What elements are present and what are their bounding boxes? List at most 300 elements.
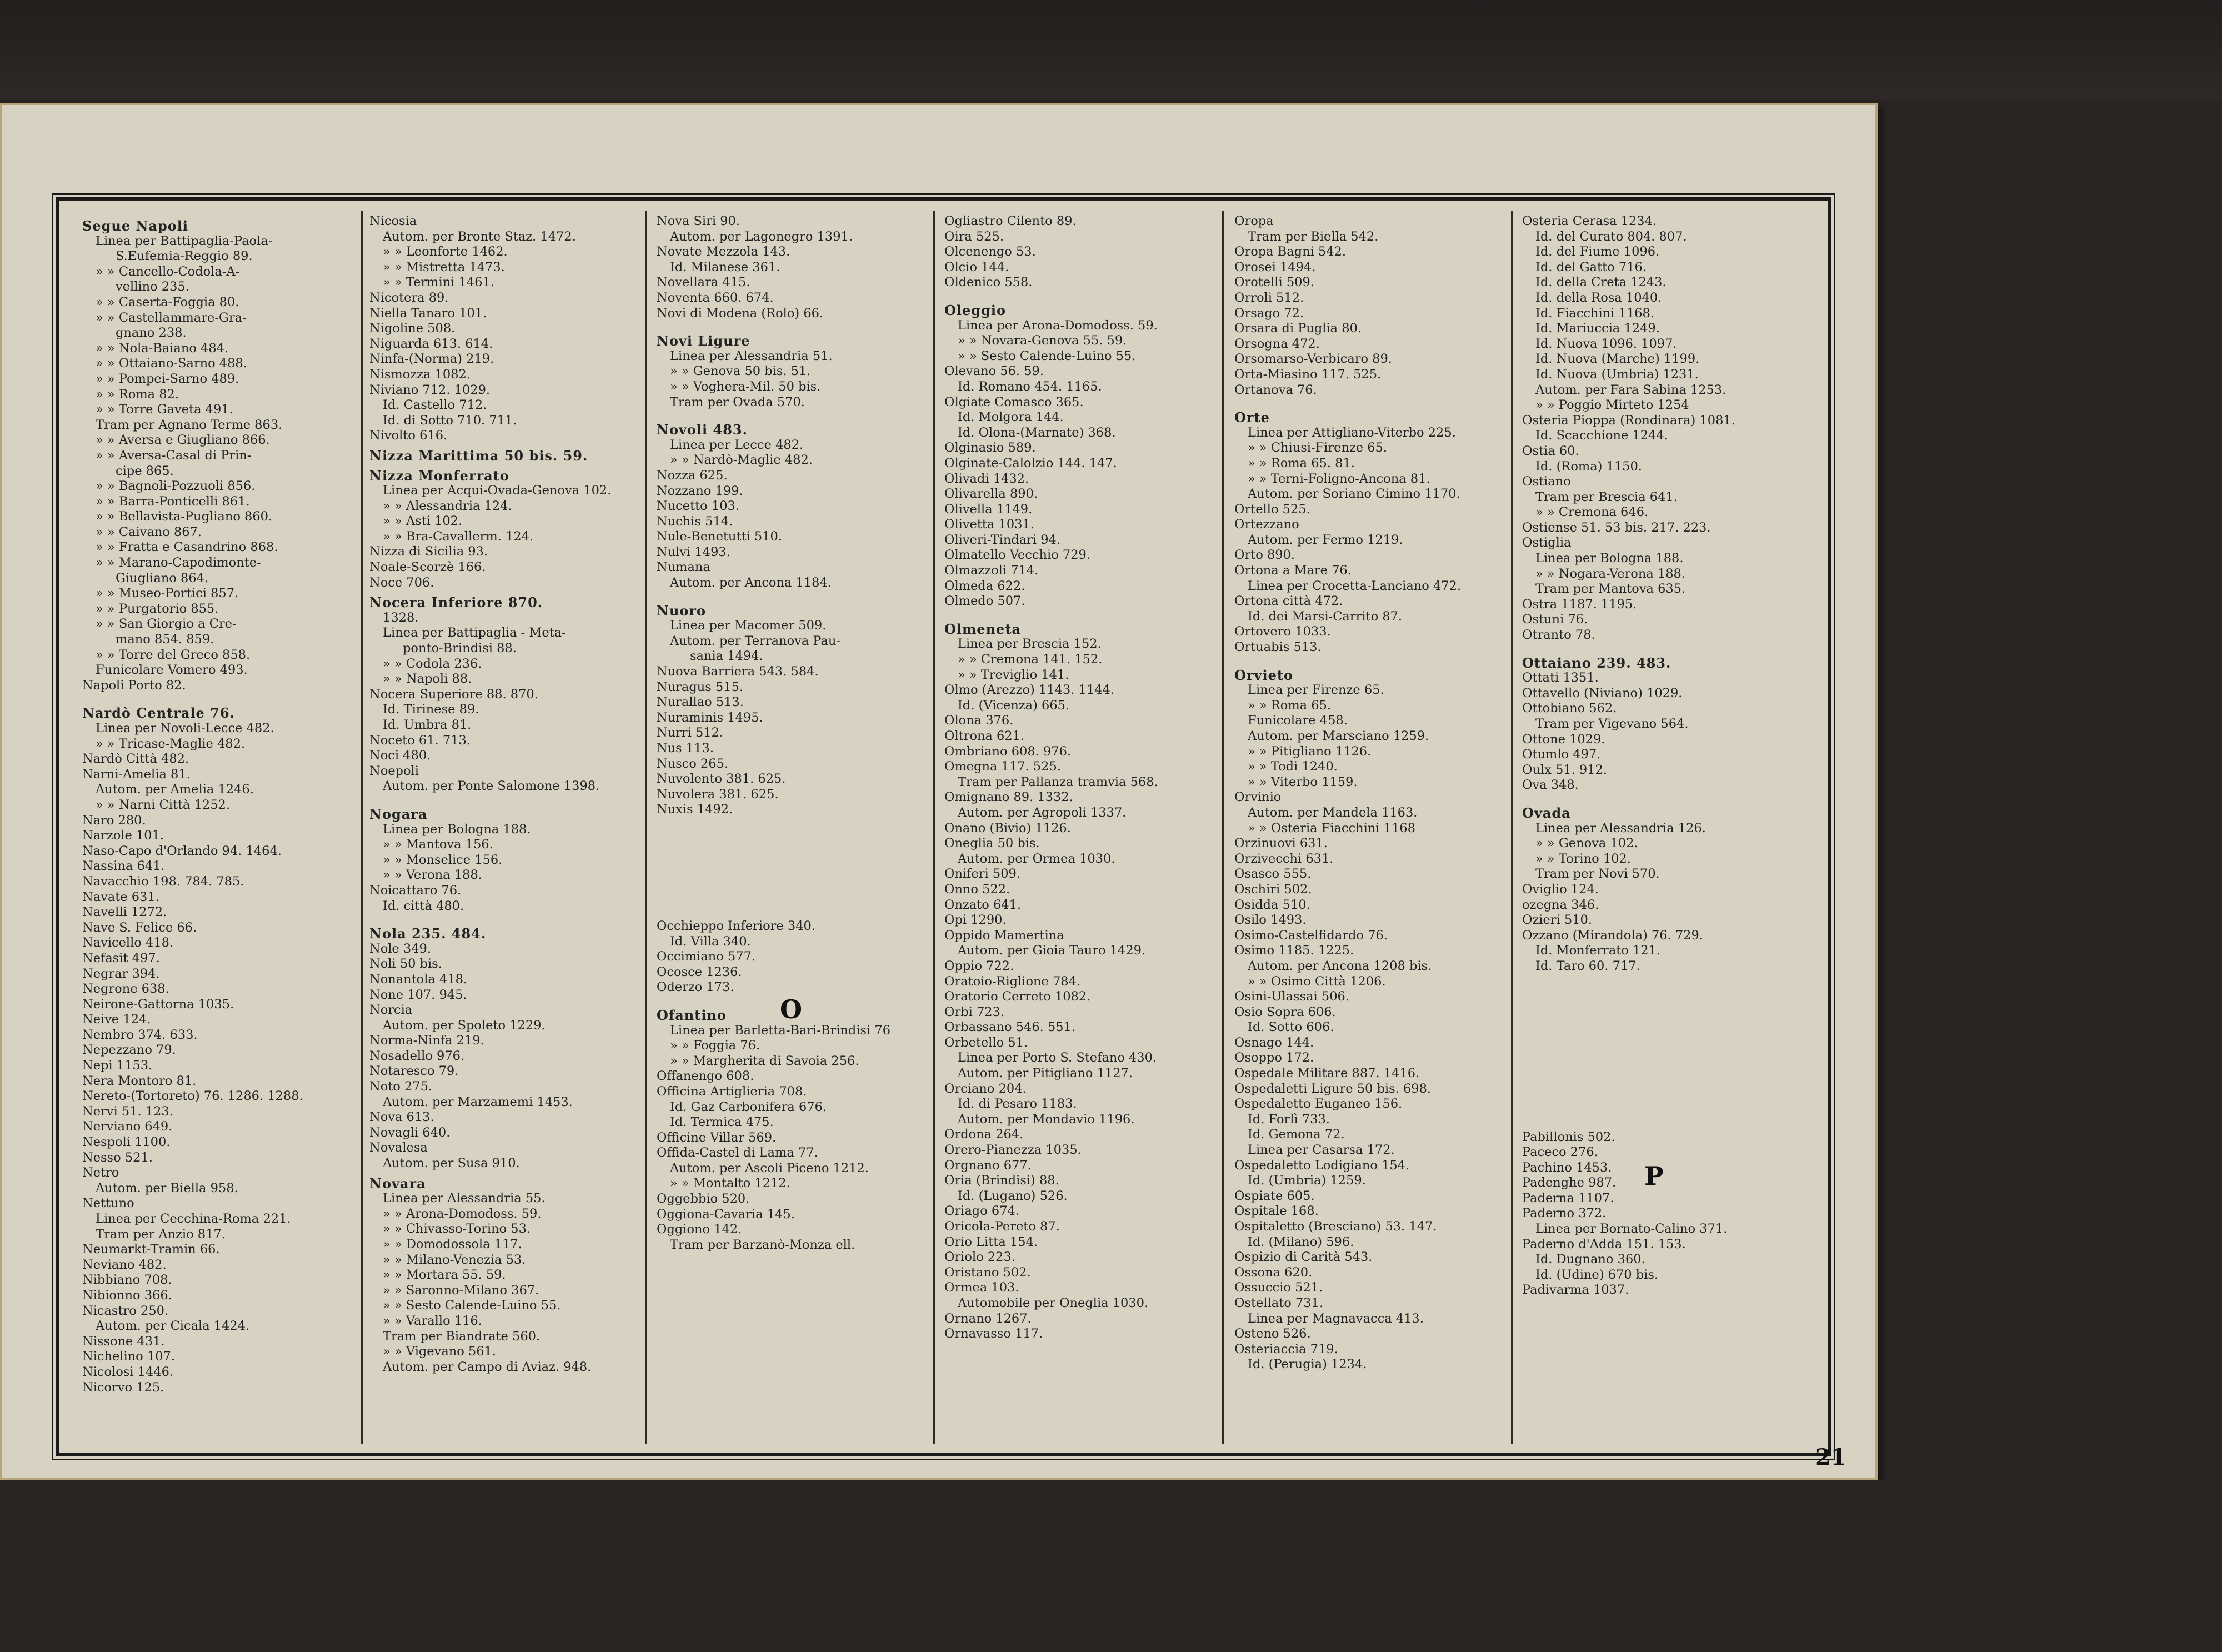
section-letter-p: P	[1644, 1161, 1664, 1191]
index-entry: Nuraminis 1495.	[657, 710, 763, 725]
index-entry: Osimo-Castelfidardo 76.	[1234, 928, 1388, 943]
index-entry: Id. Molgora 144.	[958, 410, 1064, 425]
index-entry: Oggebbio 520.	[657, 1192, 750, 1207]
index-entry: » » Narni Città 1252.	[96, 797, 231, 812]
index-entry: Id. di Pesaro 1183.	[958, 1097, 1077, 1112]
index-entry: Autom. per Fara Sabina 1253.	[1535, 382, 1726, 397]
index-entry: » » Osimo Città 1206.	[1248, 974, 1386, 989]
index-entry: Ostra 1187. 1195.	[1522, 597, 1637, 612]
index-entry: Olmeda 622.	[944, 578, 1025, 593]
spacer	[82, 693, 360, 701]
spacer	[657, 911, 934, 919]
index-entry: Naso-Capo d'Orlando 94. 1464.	[82, 843, 282, 858]
index-entry: Orgnano 677.	[944, 1158, 1032, 1173]
index-entry: Id. (Lugano) 526.	[958, 1188, 1068, 1203]
index-entry: » » Caivano 867.	[96, 524, 202, 539]
index-heading: Orte	[1234, 409, 1270, 426]
index-entry: » » Cancello-Codola-A-	[96, 264, 240, 279]
index-entry: Neive 124.	[82, 1012, 151, 1027]
index-entry: » » Aversa-Casal di Prin-	[96, 448, 252, 463]
index-entry: Nuxis 1492.	[657, 802, 733, 817]
index-entry: Neumarkt-Tramin 66.	[82, 1242, 220, 1257]
index-entry: Nuragus 515.	[657, 679, 744, 694]
index-entry: Oulx 51. 912.	[1522, 762, 1608, 777]
spacer	[1522, 643, 1800, 651]
index-entry: Linea per Battipaglia - Meta-	[383, 625, 566, 640]
index-entry: Orta-Miasino 117. 525.	[1234, 367, 1382, 382]
index-entry: Autom. per Gioia Tauro 1429.	[958, 943, 1146, 958]
index-heading: Nizza Monferrato	[369, 467, 509, 484]
index-entry: Nicastro 250.	[82, 1303, 169, 1318]
index-entry: Ombriano 608. 976.	[944, 744, 1072, 759]
index-entry: Linea per Bologna 188.	[383, 822, 531, 837]
index-entry: Nereto-(Tortoreto) 76. 1286. 1288.	[82, 1089, 303, 1104]
index-entry: Ospedaletto Euganeo 156.	[1234, 1097, 1403, 1112]
index-entry: Nissone 431.	[82, 1334, 165, 1349]
index-entry: Omignano 89. 1332.	[944, 790, 1073, 805]
index-entry: Linea per Novoli-Lecce 482.	[96, 721, 274, 735]
index-entry: Tram per Pallanza tramvia 568.	[958, 774, 1158, 789]
index-entry: Neirone-Gattorna 1035.	[82, 997, 234, 1012]
column-rule	[1222, 211, 1224, 1444]
index-entry: Nurallao 513.	[657, 695, 744, 710]
index-entry: Id. Monferrato 121.	[1535, 943, 1661, 958]
index-entry: Oltrona 621.	[944, 729, 1025, 743]
index-entry: Orvinio	[1234, 790, 1282, 805]
index-entry: Orsomarso-Verbicaro 89.	[1234, 352, 1392, 367]
index-entry: Id. Romano 454. 1165.	[958, 379, 1102, 394]
index-entry: Autom. per Ponte Salomone 1398.	[383, 779, 600, 794]
index-entry: Napoli Porto 82.	[82, 678, 186, 693]
index-entry: Ottobiano 562.	[1522, 701, 1617, 716]
index-entry: Ospitaletto (Bresciano) 53. 147.	[1234, 1219, 1437, 1234]
index-entry: Linea per Macomer 509.	[670, 618, 827, 633]
index-entry: Otumlo 497.	[1522, 747, 1601, 762]
index-entry: Linea per Alessandria 55.	[383, 1191, 546, 1206]
index-column-6	[1522, 214, 1800, 1436]
index-entry: Olmatello Vecchio 729.	[944, 548, 1091, 563]
index-entry: Oratoio-Riglione 784.	[944, 974, 1081, 989]
index-entry: Olivella 1149.	[944, 502, 1033, 517]
index-entry: S.Eufemia-Reggio 89.	[116, 249, 253, 264]
index-entry: Id. Mariuccia 1249.	[1535, 321, 1660, 336]
index-entry: Ostiense 51. 53 bis. 217. 223.	[1522, 520, 1711, 535]
spacer	[1522, 1122, 1800, 1130]
spacer	[657, 872, 934, 880]
spacer	[1522, 1107, 1800, 1114]
index-entry: Nonantola 418.	[369, 972, 468, 987]
index-entry: Occhieppo Inferiore 340.	[657, 918, 815, 933]
index-entry: Nozzano 199.	[657, 483, 743, 498]
spacer	[657, 321, 934, 329]
index-heading: Nardò Centrale 76.	[82, 705, 235, 722]
index-entry: Nassina 641.	[82, 859, 165, 874]
index-entry: Autom. per Spoleto 1229.	[383, 1018, 546, 1033]
index-column-1	[82, 214, 360, 1436]
index-entry: Nurri 512.	[657, 725, 724, 740]
index-entry: Tram per Agnano Terme 863.	[96, 417, 283, 432]
index-heading: Nogara	[369, 805, 428, 822]
index-entry: Offanengo 608.	[657, 1069, 754, 1084]
index-entry: Olginate-Calolzio 144. 147.	[944, 455, 1117, 470]
index-entry: » » Vigevano 561.	[383, 1344, 497, 1359]
index-entry: Autom. per Ascoli Piceno 1212.	[670, 1160, 869, 1175]
index-entry: Linea per Battipaglia-Paola-	[96, 233, 273, 248]
index-entry: Osteriaccia 719.	[1234, 1341, 1338, 1356]
index-entry: Linea per Firenze 65.	[1248, 683, 1384, 698]
spacer	[1522, 982, 1800, 990]
index-entry: Autom. per Mandela 1163.	[1248, 805, 1418, 820]
index-entry: » » Roma 82.	[96, 387, 179, 402]
index-entry: Onano (Bivio) 1126.	[944, 820, 1071, 835]
index-entry: Linea per Crocetta-Lanciano 472.	[1248, 578, 1462, 593]
index-entry: Autom. per Cicala 1424.	[96, 1319, 250, 1334]
index-entry: Osini-Ulassai 506.	[1234, 989, 1350, 1004]
spacer	[1522, 1029, 1800, 1037]
index-entry: Tram per Barzanò-Monza ell.	[670, 1237, 855, 1252]
index-entry: Id. Umbra 81.	[383, 718, 472, 732]
spacer	[657, 864, 934, 872]
index-entry: Oriago 674.	[944, 1204, 1020, 1219]
index-entry: Nicosia	[369, 214, 417, 228]
index-entry: Oschiri 502.	[1234, 882, 1312, 897]
spacer	[657, 818, 934, 825]
index-column-4	[944, 214, 1222, 1436]
index-entry: Automobile per Oneglia 1030.	[958, 1295, 1149, 1310]
index-entry: » » Mantova 156.	[383, 837, 493, 852]
spacer	[1522, 990, 1800, 998]
index-entry: Autom. per Amelia 1246.	[96, 782, 254, 797]
index-entry: Neviano 482.	[82, 1257, 167, 1272]
index-entry: Autom. per Soriano Cimino 1170.	[1248, 487, 1460, 502]
index-entry: » » Montalto 1212.	[670, 1176, 790, 1191]
index-entry: Narni-Amelia 81.	[82, 767, 191, 782]
index-entry: Onno 522.	[944, 882, 1010, 897]
index-entry: Noto 275.	[369, 1079, 433, 1094]
index-entry: Ortona città 472.	[1234, 594, 1343, 609]
index-entry: Oniferi 509.	[944, 867, 1020, 882]
index-entry: Ostiano	[1522, 474, 1571, 489]
index-entry: Officina Artiglieria 708.	[657, 1084, 807, 1099]
spacer	[1522, 1091, 1800, 1099]
index-entry: Orbetello 51.	[944, 1035, 1028, 1050]
index-entry: Oppio 722.	[944, 958, 1014, 973]
index-entry: Linea per Bologna 188.	[1535, 551, 1684, 566]
index-entry: Oropa	[1234, 214, 1274, 228]
section-letter-o: O	[780, 994, 803, 1024]
spacer	[1522, 1005, 1800, 1013]
index-entry: » » Foggia 76.	[670, 1038, 760, 1053]
index-entry: Nigoline 508.	[369, 321, 456, 336]
index-entry: Linea per Magnavacca 413.	[1248, 1311, 1424, 1326]
spacer	[657, 591, 934, 599]
index-heading: Novara	[369, 1175, 426, 1192]
index-entry: Osimo 1185. 1225.	[1234, 943, 1354, 958]
index-entry: » » Saronno-Milano 367.	[383, 1283, 539, 1298]
index-entry: Olivetta 1031.	[944, 517, 1034, 532]
index-entry: Ormea 103.	[944, 1280, 1019, 1295]
index-entry: » » Varallo 116.	[383, 1313, 482, 1328]
index-entry: Nervi 51. 123.	[82, 1104, 173, 1119]
spacer	[657, 880, 934, 888]
index-entry: Noli 50 bis.	[369, 957, 442, 972]
index-entry: Paderno d'Adda 151. 153.	[1522, 1237, 1686, 1251]
index-entry: Novate Mezzola 143.	[657, 244, 790, 259]
index-entry: Nole 349.	[369, 941, 431, 956]
spacer	[1522, 793, 1800, 801]
index-entry: Ospedale Militare 887. 1416.	[1234, 1066, 1420, 1081]
index-entry: Ozzano (Mirandola) 76. 729.	[1522, 928, 1703, 943]
index-entry: Ospizio di Carità 543.	[1234, 1250, 1373, 1265]
index-heading: Oleggio	[944, 302, 1006, 318]
index-entry: Nulvi 1493.	[657, 544, 730, 559]
index-entry: » » Ottaiano-Sarno 488.	[96, 356, 247, 371]
index-entry: Autom. per Ormea 1030.	[958, 851, 1115, 866]
index-entry: Ozieri 510.	[1522, 913, 1593, 928]
index-entry: Paceco 276.	[1522, 1145, 1598, 1160]
index-entry: Autom. per Lagonegro 1391.	[670, 229, 853, 244]
index-entry: » » Roma 65. 81.	[1248, 455, 1355, 470]
index-entry: Ossuccio 521.	[1234, 1280, 1323, 1295]
index-entry: Autom. per Marzamemi 1453.	[383, 1094, 573, 1109]
index-entry: » » Tricase-Maglie 482.	[96, 736, 246, 751]
index-entry: Linea per Attigliano-Viterbo 225.	[1248, 425, 1456, 440]
index-entry: Osteno 526.	[1234, 1326, 1311, 1341]
index-entry: » » Cremona 141. 152.	[958, 652, 1103, 667]
index-entry: Nicotera 89.	[369, 290, 449, 305]
index-entry: Id. Gaz Carbonifera 676.	[670, 1099, 827, 1114]
index-entry: Orosei 1494.	[1234, 259, 1316, 274]
index-entry: Ostellato 731.	[1234, 1295, 1323, 1310]
index-entry: Ospitale 168.	[1234, 1204, 1319, 1219]
index-entry: Osilo 1493.	[1234, 913, 1307, 928]
index-entry: Id. (Milano) 596.	[1248, 1234, 1354, 1249]
index-entry: Orroli 512.	[1234, 290, 1304, 305]
spacer	[1522, 974, 1800, 982]
index-entry: Nibbiano 708.	[82, 1273, 172, 1288]
page-number: 21	[1815, 1444, 1846, 1470]
index-entry: Orbassano 546. 551.	[944, 1020, 1076, 1035]
index-entry: » » Monselice 156.	[383, 852, 503, 867]
index-entry: Oratorio Cerreto 1082.	[944, 989, 1091, 1004]
index-entry: 1328.	[383, 610, 419, 625]
index-entry: Id. Olona-(Marnate) 368.	[958, 425, 1116, 440]
index-entry: Linea per Cecchina-Roma 221.	[96, 1212, 291, 1226]
index-entry: Ostiglia	[1522, 535, 1572, 550]
index-entry: Nespoli 1100.	[82, 1135, 171, 1150]
index-entry: » » Leonforte 1462.	[383, 244, 508, 259]
index-entry: Tram per Mantova 635.	[1535, 582, 1686, 597]
index-entry: » » Mortara 55. 59.	[383, 1268, 506, 1283]
index-entry: Paderna 1107.	[1522, 1190, 1614, 1205]
index-entry: Ordona 264.	[944, 1127, 1024, 1142]
index-entry: Olivadi 1432.	[944, 471, 1029, 486]
index-entry: » » Genova 50 bis. 51.	[670, 364, 811, 379]
index-entry: Linea per Brescia 152.	[958, 637, 1102, 652]
index-entry: » » Torino 102.	[1535, 851, 1631, 866]
index-entry: None 107. 945.	[369, 987, 467, 1002]
index-entry: Olmazzoli 714.	[944, 563, 1039, 578]
index-entry: Orotelli 509.	[1234, 275, 1314, 290]
index-entry: Autom. per Marsciano 1259.	[1248, 729, 1429, 743]
index-entry: » » Aversa e Giugliano 866.	[96, 433, 270, 448]
index-entry: Id. del Fiume 1096.	[1535, 244, 1660, 259]
index-entry: Nizza di Sicilia 93.	[369, 544, 488, 559]
index-entry: » » Pompei-Sarno 489.	[96, 371, 239, 386]
index-entry: » » Castellammare-Gra-	[96, 310, 247, 325]
index-entry: Ospedaletti Ligure 50 bis. 698.	[1234, 1081, 1432, 1096]
index-entry: Linea per Porto S. Stefano 430.	[958, 1050, 1157, 1065]
index-entry: Orero-Pianezza 1035.	[944, 1143, 1082, 1158]
index-entry: Tram per Ovada 570.	[670, 394, 805, 409]
index-entry: Orto 890.	[1234, 548, 1295, 563]
spacer	[1522, 1021, 1800, 1029]
index-entry: Linea per Casarsa 172.	[1248, 1143, 1395, 1158]
spacer	[1522, 1099, 1800, 1107]
index-entry: Niguarda 613. 614.	[369, 336, 493, 351]
index-entry: Navate 631.	[82, 889, 159, 904]
index-entry: Oppido Mamertina	[944, 928, 1064, 943]
index-entry: Tram per Biella 542.	[1248, 229, 1379, 244]
index-column-3	[657, 214, 934, 1436]
index-entry: Nepi 1153.	[82, 1058, 153, 1073]
index-entry: Nova Siri 90.	[657, 214, 740, 228]
index-entry: Autom. per Ancona 1208 bis.	[1248, 958, 1432, 973]
index-entry: Oriolo 223.	[944, 1250, 1015, 1265]
spacer	[1522, 998, 1800, 1005]
index-entry: Ottavello (Niviano) 1029.	[1522, 685, 1683, 700]
index-entry: Id. Taro 60. 717.	[1535, 958, 1640, 973]
index-entry: Ortovero 1033.	[1234, 624, 1331, 639]
index-heading: Ovada	[1522, 804, 1571, 821]
index-entry: Nuova Barriera 543. 584.	[657, 664, 819, 679]
index-entry: Nucetto 103.	[657, 499, 739, 514]
index-entry: » » Museo-Portici 857.	[96, 586, 239, 601]
index-entry: Id. Forlì 733.	[1248, 1112, 1330, 1127]
index-entry: Autom. per Agropoli 1337.	[958, 805, 1127, 820]
index-entry: Orbi 723.	[944, 1004, 1005, 1019]
index-heading: Olmeneta	[944, 620, 1022, 637]
index-entry: Tram per Vigevano 564.	[1535, 717, 1689, 731]
index-heading: Nola 235. 484.	[369, 925, 487, 942]
index-entry: Orsago 72.	[1234, 306, 1304, 321]
index-entry: » » Voghera-Mil. 50 bis.	[670, 379, 821, 394]
background-top	[0, 0, 2222, 100]
index-entry: Orzivecchi 631.	[1234, 851, 1334, 866]
index-entry: Id. Nuova 1096. 1097.	[1535, 336, 1677, 351]
index-entry: Olgiate Comasco 365.	[944, 394, 1084, 409]
index-entry: Oviglio 124.	[1522, 882, 1599, 897]
index-entry: » » Nardò-Maglie 482.	[670, 453, 813, 468]
index-entry: Id. Fiacchini 1168.	[1535, 306, 1654, 321]
background-bottom	[0, 1480, 2222, 1652]
spacer	[1522, 1052, 1800, 1060]
index-entry: Omegna 117. 525.	[944, 759, 1061, 774]
index-entry: Nave S. Felice 66.	[82, 920, 197, 935]
index-entry: Nicolosi 1446.	[82, 1364, 174, 1379]
index-entry: Ospiate 605.	[1234, 1188, 1315, 1203]
spacer	[657, 841, 934, 849]
index-entry: Linea per Acqui-Ovada-Genova 102.	[383, 483, 612, 498]
index-entry: Oria (Brindisi) 88.	[944, 1173, 1059, 1188]
index-entry: Funicolare 458.	[1248, 713, 1348, 728]
index-entry: Oira 525.	[944, 229, 1004, 244]
index-entry: Id. della Rosa 1040.	[1535, 290, 1662, 305]
spacer	[369, 914, 647, 922]
index-entry: » » Genova 102.	[1535, 836, 1638, 851]
index-entry: Autom. per Fermo 1219.	[1248, 532, 1403, 547]
index-entry: » » Poggio Mirteto 1254	[1535, 398, 1689, 413]
index-entry: Id. Gemona 72.	[1248, 1127, 1345, 1142]
index-entry: Onzato 641.	[944, 897, 1022, 912]
index-entry: Linea per Alessandria 51.	[670, 348, 833, 363]
index-entry: Nera Montoro 81.	[82, 1073, 197, 1088]
index-entry: Id. Sotto 606.	[1248, 1020, 1334, 1035]
index-entry: Osnago 144.	[1234, 1035, 1314, 1050]
index-entry: » » Nola-Baiano 484.	[96, 341, 229, 356]
index-entry: Id. (Udine) 670 bis.	[1535, 1267, 1659, 1282]
index-entry: » » Caserta-Foggia 80.	[96, 294, 239, 309]
index-entry: Noce 706.	[369, 575, 434, 590]
index-entry: Navicello 418.	[82, 935, 174, 950]
index-entry: » » Codola 236.	[383, 656, 482, 671]
index-entry: Nismozza 1082.	[369, 367, 471, 382]
index-entry: sania 1494.	[690, 649, 763, 664]
index-entry: Oristano 502.	[944, 1265, 1031, 1280]
index-entry: cipe 865.	[116, 463, 174, 478]
spacer	[1522, 1075, 1800, 1083]
index-entry: » » Todi 1240.	[1248, 759, 1338, 774]
index-entry: » » Domodossola 117.	[383, 1237, 522, 1251]
spacer	[1234, 655, 1512, 663]
index-entry: Navacchio 198. 784. 785.	[82, 874, 244, 889]
index-entry: Ortona a Mare 76.	[1234, 563, 1352, 578]
index-entry: mano 854. 859.	[116, 632, 214, 647]
index-entry: Netro	[82, 1165, 119, 1180]
index-entry: Id. di Sotto 710. 711.	[383, 413, 517, 428]
index-entry: » » Marano-Capodimonte-	[96, 555, 261, 570]
index-entry: Ottone 1029.	[1522, 732, 1605, 747]
index-entry: Nozza 625.	[657, 468, 728, 483]
index-entry: Noepoli	[369, 763, 419, 778]
index-entry: » » Purgatorio 855.	[96, 601, 219, 616]
index-entry: Ospedaletto Lodigiano 154.	[1234, 1158, 1410, 1173]
index-entry: Oldenico 558.	[944, 275, 1033, 290]
index-entry: » » Sesto Calende-Luino 55.	[958, 348, 1136, 363]
index-entry: » » Bagnoli-Pozzuoli 856.	[96, 479, 256, 494]
index-entry: gnano 238.	[116, 326, 187, 341]
index-entry: » » Bellavista-Pugliano 860.	[96, 509, 273, 524]
spacer	[369, 794, 647, 802]
spacer	[657, 410, 934, 418]
index-entry: Ossona 620.	[1234, 1265, 1313, 1280]
index-entry: ozegna 346.	[1522, 897, 1599, 912]
index-entry: Opi 1290.	[944, 913, 1007, 928]
index-entry: » » Milano-Venezia 53.	[383, 1252, 526, 1267]
index-entry: Ova 348.	[1522, 778, 1579, 793]
index-entry: Linea per Alessandria 126.	[1535, 820, 1706, 835]
index-entry: Autom. per Susa 910.	[383, 1156, 520, 1171]
index-entry: Navelli 1272.	[82, 905, 167, 920]
index-heading: Novi Ligure	[657, 333, 750, 349]
index-entry: Norcia	[369, 1003, 413, 1018]
index-entry: » » Roma 65.	[1248, 698, 1332, 713]
index-heading: Ottaiano 239. 483.	[1522, 654, 1671, 671]
index-entry: » » Osteria Fiacchini 1168	[1248, 820, 1415, 835]
index-entry: Olcenengo 53.	[944, 244, 1036, 259]
index-entry: » » Termini 1461.	[383, 275, 494, 290]
index-entry: Nosadello 976.	[369, 1048, 465, 1063]
